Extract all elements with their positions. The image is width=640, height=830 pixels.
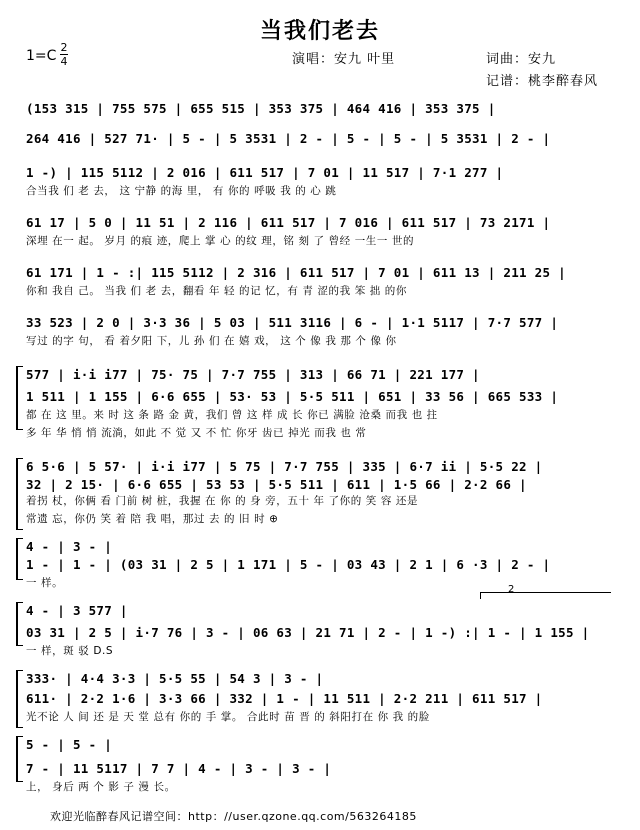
lyrics-line: 一 样，斑 驳 D.S xyxy=(26,645,114,657)
lyrics-line: 光不论 人 间 还 是 天 堂 总有 你的 手 掌。 合此时 苗 晋 的 斜阳打在 你 我 的脸 xyxy=(26,711,430,723)
lyrics-line: 多 年 华 悄 悄 流淌，如此 不 觉 又 不 忙 你牙 齿已 掉光 而我 也 常 xyxy=(26,427,367,439)
volta-number: 2 xyxy=(508,584,515,595)
time-numerator: 2 xyxy=(60,41,68,54)
system-brace xyxy=(16,602,23,646)
volta-bracket xyxy=(480,592,611,599)
notation-line: 333· | 4·4 3·3 | 5·5 55 | 54 3 | 3 - | xyxy=(26,671,324,686)
notation-line: 4 - | 3 577 | xyxy=(26,603,128,618)
footer-note: 欢迎光临醉春风记谱空间：http：//user.qzone.qq.com/563264185 xyxy=(50,810,417,823)
notation-line: 5 - | 5 - | xyxy=(26,737,113,752)
notation-line: 611· | 2·2 1·6 | 3·3 66 | 332 | 1 - | 11 511 | 2·2 211 | 611 517 | xyxy=(26,691,543,706)
notation-line: 7 - | 11 5117 | 7 7 | 4 - | 3 - | 3 - | xyxy=(26,761,332,776)
notation-line: 32 | 2 15· | 6·6 655 | 53 53 | 5·5 511 | 611 | 1·5 66 | 2·2 66 | xyxy=(26,477,527,492)
system-brace xyxy=(16,538,23,580)
system-brace xyxy=(16,458,23,530)
notation-line: 03 31 | 2 5 | i·7 76 | 3 - | 06 63 | 21 71 | 2 - | 1 -) :| 1 - | 1 155 | xyxy=(26,625,590,640)
notation-line: 61 171 | 1 - :| 115 5112 | 2 316 | 611 517 | 7 01 | 611 13 | 211 25 | xyxy=(26,265,566,280)
notation-line: 33 523 | 2 0 | 3·3 36 | 5 03 | 511 3116 | 6 - | 1·1 5117 | 7·7 577 | xyxy=(26,315,559,330)
key-signature: 1=C xyxy=(26,48,57,64)
notation-line: 4 - | 3 - | xyxy=(26,539,113,554)
song-title: 当我们老去 xyxy=(259,18,380,44)
lyrics-line: 一 样。 xyxy=(26,577,64,589)
lyrics-line: 合当我 们 老 去， 这 宁静 的海 里， 有 你的 呼吸 我 的 心 跳 xyxy=(26,185,337,197)
notation-line: 61 17 | 5 0 | 11 51 | 2 116 | 611 517 | 7 016 | 611 517 | 73 2171 | xyxy=(26,215,551,230)
lyrics-line: 着拐 杖，你俩 看 门前 树 桩，我握 在 你 的 身 旁，五十 年 了你的 笑 容 还是 xyxy=(26,495,419,507)
lyrics-line: 深埋 在一 起。 岁月 的痕 迹，爬上 掌 心 的纹 理，铭 刻 了 曾经 一生一 世的 xyxy=(26,235,415,247)
system-brace xyxy=(16,366,23,430)
notation-line: 6 5·6 | 5 57· | i·i i77 | 5 75 | 7·7 755 | 335 | 6·7 ii | 5·5 22 | xyxy=(26,459,543,474)
composer-credit: 词曲：安九 xyxy=(486,52,557,67)
notation-line: (153 315 | 755 575 | 655 515 | 353 375 | 464 416 | 353 375 | xyxy=(26,101,496,116)
system-brace xyxy=(16,670,23,728)
notation-line: 1 - | 1 - | (03 31 | 2 5 | 1 171 | 5 - | 03 43 | 2 1 | 6 ·3 | 2 - | xyxy=(26,557,551,572)
time-denominator: 4 xyxy=(60,55,68,68)
singer-credit: 演唱：安九 叶里 xyxy=(292,52,396,67)
transcriber-credit: 记谱：桃李醉春风 xyxy=(486,74,599,89)
lyrics-line: 上， 身后 两 个 影 子 漫 长。 xyxy=(26,781,176,793)
time-signature xyxy=(60,42,68,67)
notation-line: 1 511 | 1 155 | 6·6 655 | 53· 53 | 5·5 511 | 651 | 33 56 | 665 533 | xyxy=(26,389,559,404)
notation-line: 264 416 | 527 71· | 5 - | 5 3531 | 2 - | 5 - | 5 - | 5 3531 | 2 - | xyxy=(26,131,551,146)
system-brace xyxy=(16,736,23,782)
lyrics-line: 写过 的字 句， 看 着夕阳 下，儿 孙 们 在 嬉 戏， 这 个 像 我 那 个 像 你 xyxy=(26,335,397,347)
notation-line: 577 | i·i i77 | 75· 75 | 7·7 755 | 313 | 66 71 | 221 177 | xyxy=(26,367,480,382)
lyrics-line: 都 在 这 里。来 时 这 条 路 金 黄，我们 曾 这 样 成 长 你已 满脸 沧桑 而我 也 拄 xyxy=(26,409,438,421)
notation-line: 1 -) | 115 5112 | 2 016 | 611 517 | 7 01 | 11 517 | 7·1 277 | xyxy=(26,165,504,180)
lyrics-line: 常遗 忘，你仍 笑 着 陪 我 唱，那过 去 的 旧 时 ⊕ xyxy=(26,513,279,525)
lyrics-line: 你和 我自 己。 当我 们 老 去，翻看 年 轻 的记 忆，有 青 涩的我 笨 拙 的你 xyxy=(26,285,407,297)
